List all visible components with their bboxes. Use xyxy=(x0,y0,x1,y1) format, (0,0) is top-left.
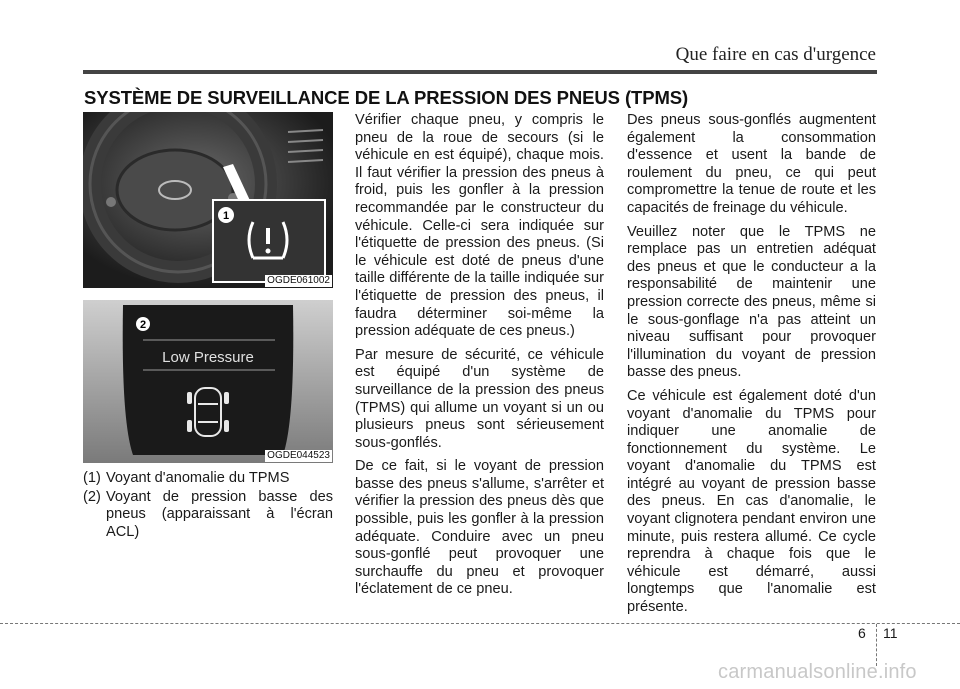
caption-item xyxy=(83,489,333,542)
page-number: 11 xyxy=(883,625,898,641)
paragraph: Ce véhicule est également doté d'un voyant d'anomalie du TPMS pour indiquer une anomalie de fonctionnement du système. Le voyant d'anomalie du TPMS est intégré au voyant de pression basse des pneus. En cas d'anomalie, le voyant clignotera pendant environ une minute, puis restera allumé. Ce cycle reprendra à chaque fois que le véhicule est démarré, aussi longtemps que l'anomalie est présente. xyxy=(627,387,876,616)
figure-dashboard xyxy=(83,112,333,288)
page-number-divider xyxy=(876,624,877,666)
caption-list xyxy=(83,470,333,541)
column-right xyxy=(627,112,876,623)
figure-code: OGDE061002 xyxy=(267,275,330,286)
lcd-illustration xyxy=(83,300,333,463)
caption-number: (2) xyxy=(83,488,101,505)
paragraph: De ce fait, si le voyant de pression basse des pneus s'allume, s'arrêter et vérifier la pression des pneus dès que possible, puis les gonfler à la pression adéquate. Conduire avec un pneu sous-gonflé peut provoquer une surchauffe du pneu et provoquer l'éclatement de ce pneu. xyxy=(355,458,604,598)
section-title: SYSTÈME DE SURVEILLANCE DE LA PRESSION DES PNEUS (TPMS) xyxy=(84,87,689,108)
caption-text: Voyant de pression basse des pneus (apparaissant à l'écran ACL) xyxy=(106,488,333,540)
caption-text: Voyant d'anomalie du TPMS xyxy=(106,470,290,486)
figure-lcd xyxy=(83,300,333,463)
caption-item xyxy=(83,470,333,488)
figure-code: OGDE044523 xyxy=(267,450,330,461)
column-figures xyxy=(83,112,333,542)
paragraph: Vérifier chaque pneu, y compris le pneu de la roue de secours (si le véhicule en est équipé), chaque mois. Il faut vérifier la pression des pneus à froid, puis les gonfler à la pression recommandée par le constructeur du véhicule. Celle-ci sera indiquée sur l'étiquette de pression des pneus. (Si le véhicule est doté de pneus d'une taille différente de la taille indiquée sur l'étiquette de pression des pneus, il faudra déterminer soi-même la pression adéquate de ces pneus.) xyxy=(355,112,604,340)
watermark: carmanualsonline.info xyxy=(718,661,917,683)
paragraph: Par mesure de sécurité, ce véhicule est équipé d'un système de surveillance de la pression des pneus (TPMS) qui allume un voyant si un ou plusieurs pneus sont sérieusement sous-gonflés. xyxy=(355,346,604,451)
figure-badge: 2 xyxy=(139,319,147,331)
caption-number: (1) xyxy=(83,470,101,486)
figure-badge: 1 xyxy=(222,210,230,222)
paragraph: Veuillez noter que le TPMS ne remplace pas un entretien adéquat des pneus et que le conducteur a la responsabilité de maintenir une pression correcte des pneus, même si le sous-gonflage n'a pas atteint un niveau suffisant pour provoquer l'illumination du voyant de pression basse des pneus. xyxy=(627,223,876,381)
paragraph: Des pneus sous-gonflés augmentent également la consommation d'essence et usent la bande de roulement du pneu, ce qui peut compromettre la tenue de route et les capacités de freinage du véhicule. xyxy=(627,112,876,216)
header-rule xyxy=(83,70,877,74)
lcd-screen-text: Low Pressure xyxy=(162,349,254,366)
column-middle xyxy=(355,112,604,605)
page-header-title: Que faire en cas d'urgence xyxy=(675,44,876,65)
dashboard-illustration xyxy=(83,112,333,288)
footer-rule xyxy=(0,623,960,624)
chapter-number: 6 xyxy=(858,625,866,641)
